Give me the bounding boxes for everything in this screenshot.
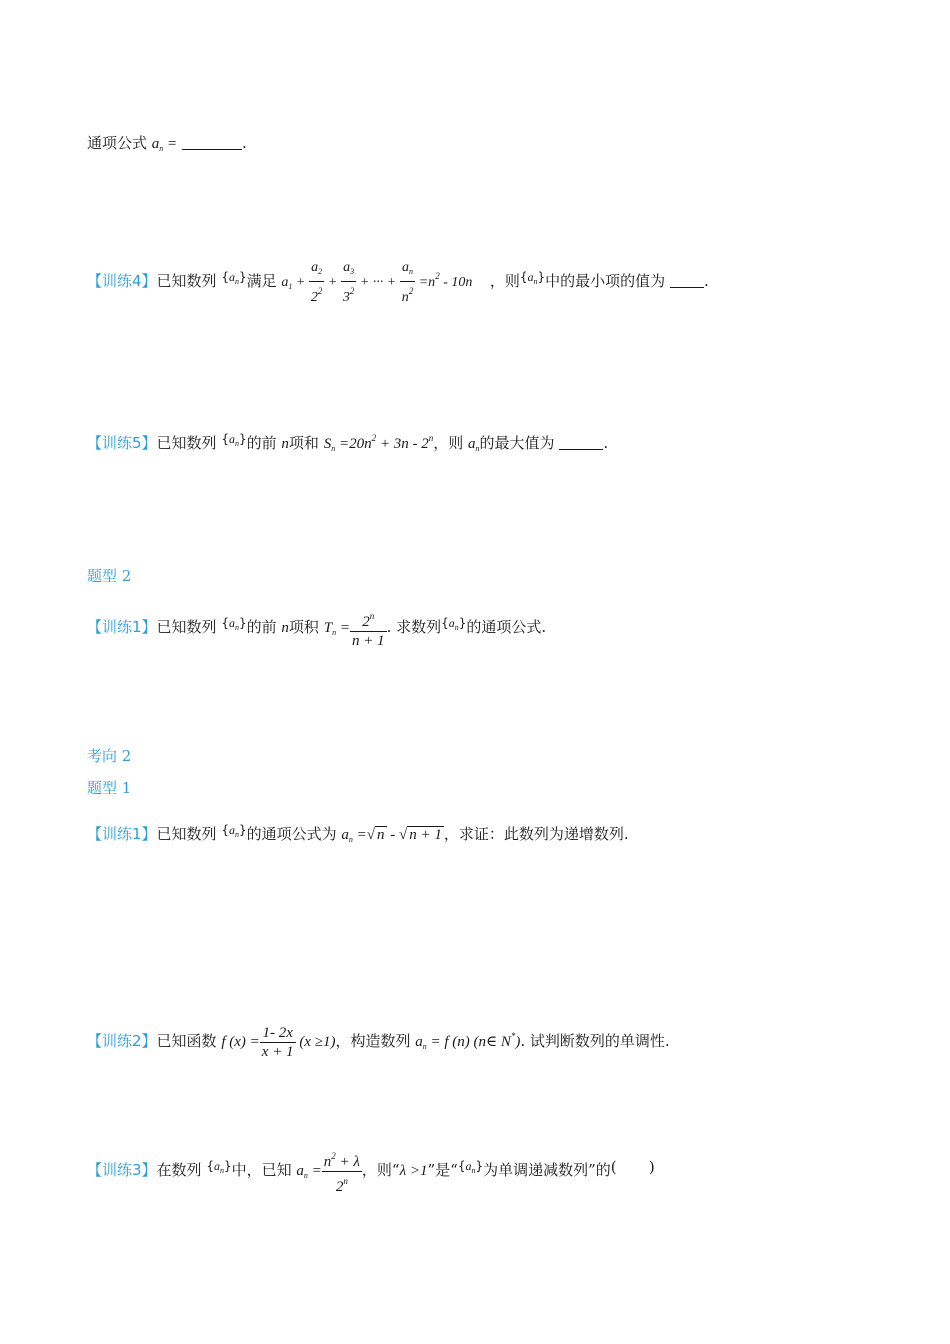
section-heading-direction2: 考向 2 — [87, 747, 132, 765]
exercise-tag: 【训练1】 — [87, 825, 157, 843]
answer-blank — [182, 135, 242, 150]
exercise-1b: 【训练1】已知数列 $^{\{a_n\}}$的通项公式为 $a_n$ =√ n - √ n + 1 ，求证：此数列为递增数列. — [87, 823, 629, 844]
sn-formula: $S_n =20n^2 + 3n - 2^n$ — [323, 433, 434, 453]
choice-parentheses: ( ) — [610, 1158, 655, 1176]
lambda-formula: $a_n$ = $\frac{n^2 + \lambda}{2^n}$ — [296, 1163, 362, 1179]
exercise-3b: 【训练3】在数列 $^{\{a_n\}}$中，已知 $a_n$ = $\frac{n^2 + \lambda}{2^n}$ ，则“λ >1”是“$^{\{a_n\}}$为单调递减数列”的( ) — [87, 1146, 655, 1196]
tn-formula: $T_n$ = $\frac{2^n}{n + 1}$ — [324, 620, 387, 636]
exercise-5: 【训练5】已知数列 $^{\{a_n\}}$的前 n项和 $S_n =20n^2 + 3n - 2^n$，则 $a_n$的最大值为 . — [87, 432, 609, 453]
exercise-tag: 【训练1】 — [87, 618, 157, 636]
exercise-1a: 【训练1】已知数列 $^{\{a_n\}}$的前 n项积 $T_n$ = $\frac{2^n}{n + 1}$ . 求数列$^{\{a_n\}}$的通项公式. — [87, 603, 546, 653]
section-heading-type2: 题型 2 — [87, 567, 132, 585]
sqrt-formula: $a_n$ =√ n - √ n + 1 — [341, 827, 442, 844]
sum-formula: $a_1$ + $\frac{a_2}{2^2}$ + $\frac{a_3}{3^2}$ + ··· + $\frac{a_n}{n^2}$ $=n^2 - 10n$ — [281, 259, 476, 305]
function-formula: f (x) = $\frac{1- 2x}{x + 1}$ (x ≥1) — [221, 1025, 336, 1061]
answer-blank — [559, 435, 603, 450]
exercise-4: 【训练4】已知数列 $^{\{a_n\}}$满足 $a_1$ + $\frac{a_2}{2^2}$ + $\frac{a_3}{3^2}$ + ··· + $\frac{a_n}{n^2}$ $=n^2 - 10n$ ，则$^{\{a_n\}}$中的最小项的值为 . — [87, 259, 709, 305]
formula-an: $a_n$ = — [151, 136, 178, 153]
section-heading-type1: 题型 1 — [87, 779, 132, 797]
exercise-tag: 【训练2】 — [87, 1032, 157, 1050]
exercise-tag: 【训练4】 — [87, 272, 157, 290]
intro-text: 通项公式 — [87, 134, 148, 152]
exercise-tag: 【训练5】 — [87, 434, 157, 452]
exercise-tag: 【训练3】 — [87, 1161, 157, 1179]
intro-line: 通项公式 $a_n$ = . — [87, 134, 247, 153]
answer-blank — [670, 273, 704, 288]
exercise-2b: 【训练2】已知函数 f (x) = $\frac{1- 2x}{x + 1}$ (x ≥1)，构造数列 $a_n = f$ (n) (n∈ N*). 试判断数列的单调性. — [87, 1025, 670, 1061]
